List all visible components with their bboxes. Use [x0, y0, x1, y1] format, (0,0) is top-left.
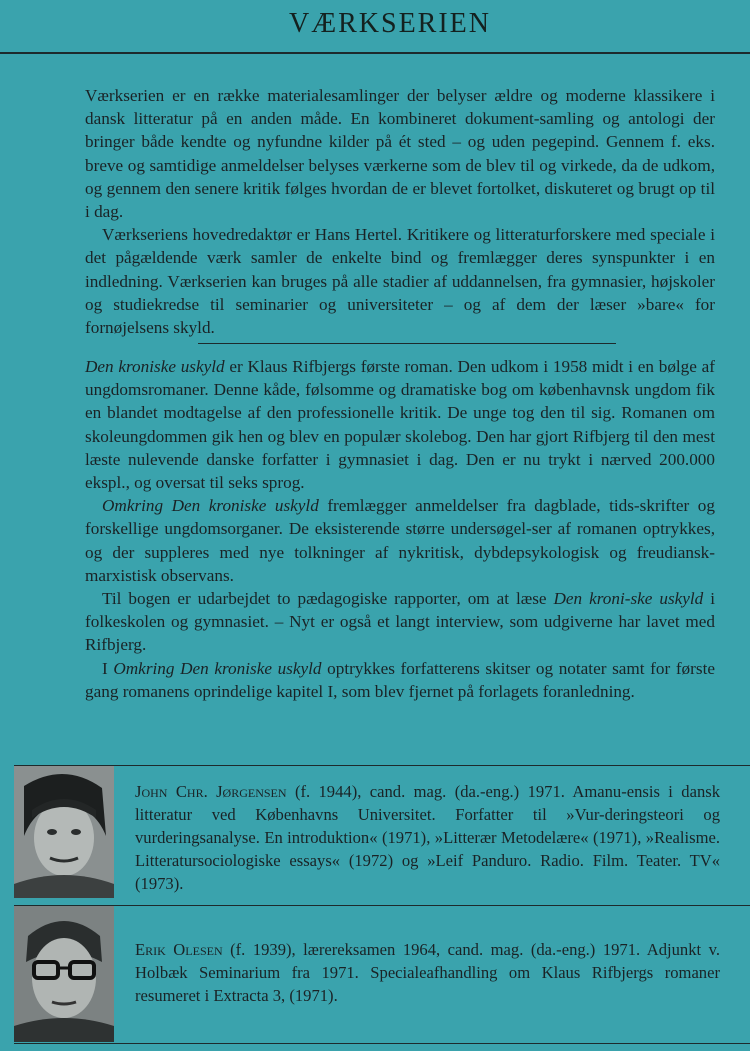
book-title: Den kroniske uskyld — [85, 357, 225, 376]
bio-divider-bottom — [14, 1043, 750, 1044]
book-paragraph-1 — [85, 355, 715, 494]
portrait-1-image — [14, 766, 114, 898]
portrait-2-image — [14, 906, 114, 1042]
book-paragraph-3 — [85, 587, 715, 657]
intro-paragraph-2: Værkseriens hovedredaktør er Hans Hertel. Kritikere og litteraturforskere med speciale i det pågældende værk samler de enkelte bind og fremlægger deres synspunkter i en indledning. Værkserien kan bruges på alle stadier af uddannelsen, fra gymnasier, højskoler og studiekredse til seminarier og universiteter – og af dem der læser »bare« for fornøjelsens skyld. — [85, 225, 715, 338]
author-bio-1-text: (f. 1944), cand. mag. (da.-eng.) 1971. Amanu-ensis i dansk litteratur ved Københavns Universitet. Forfatter til »Vur-deringsteori og vurderingsanalyse. En introduktion« (1971), »Litterær Metodelære« (1971), »Realisme. Litteratursociologiske essays« (1972) og »Leif Panduro. Radio. Film. Teater. TV« (1973). — [135, 782, 720, 893]
book-paragraph-4 — [85, 657, 715, 703]
bio-divider-middle — [14, 905, 750, 906]
author-name-1: John Chr. Jørgensen — [135, 782, 287, 801]
book-paragraph-4-text: optrykkes forfatterens skitser og notater samt for første gang romanens oprindelige kapitel I, som blev fjernet på forlagets foranledning. — [85, 658, 715, 701]
author-name-2: Erik Olesen — [135, 940, 223, 959]
book-title-2: Omkring Den kroniske uskyld — [102, 496, 319, 516]
author-bio-1 — [135, 780, 720, 895]
book-title-4: Omkring Den kroniske uskyld — [113, 658, 322, 678]
intro-section — [85, 84, 715, 339]
author-bio-2-text: (f. 1939), lærereksamen 1964, cand. mag. (da.-eng.) 1971. Adjunkt v. Holbæk Seminarium fra 1971. Specialeafhandling om Klaus Rifbjergs romaner resumeret i Extracta 3, (1971). — [135, 940, 721, 1005]
book-paragraph-3-pre: Til bogen er udarbejdet to pædagogiske rapporter, om at læse — [102, 589, 554, 609]
book-section — [85, 355, 715, 703]
intro-paragraph-1: Værkserien er en række materialesamlinger der belyser ældre og moderne klassikere i dansk litteratur på en anden måde. En kombineret dokument-samling og antologi der bringer både kendte og nyfundne kilder på ét sted – og uden pegepind. Gennem f. eks. breve og samtidige anmeldelser belyses værkerne som de blev til og virkede, da de udkom, og gennem den senere kritik følges hvordan de er blevet fortolket, diskuteret og brugt op til i dag. — [85, 86, 715, 222]
book-paragraph-3-text: i folkeskolen og gymnasiet. – Nyt er også et langt interview, som udgiverne har lavet med Rifbjerg. — [85, 589, 715, 655]
bio-divider-top — [14, 765, 750, 766]
author-photo-2 — [14, 906, 114, 1042]
series-title: VÆRKSERIEN — [288, 8, 491, 39]
author-photo-1 — [14, 766, 114, 898]
book-title-3: Den kroni-ske uskyld — [553, 589, 704, 609]
book-paragraph-2 — [85, 494, 715, 587]
book-paragraph-4-pre: I — [102, 658, 114, 678]
book-paragraph-2-text: fremlægger anmeldelser fra dagblade, tids-skrifter og forskellige ungdomsorganer. De eksisterende større undersøgel-ser af romanen optrykkes, og der suppleres med nye tolkninger af nykritisk, dybdepsykologisk og freudiansk-marxistisk observans. — [85, 496, 715, 585]
book-paragraph-1-text: er Klaus Rifbjergs første roman. Den udkom i 1958 midt i en bølge af ungdomsromaner. Denne kåde, følsomme og dramatiske bog om københavnsk ungdom fik en blandet modtagelse af den professionelle kritik. De unge tog den til sig. Romanen om skoleungdommen gik hen og blev en populær skolebog. Den har gjort Rifbjerg til den mest læste nulevende danske forfatter i gymnasiet i dag. Den er nu trykt i nærved 200.000 ekspl., og oversat til seks sprog. — [85, 357, 715, 493]
section-divider — [198, 343, 616, 344]
author-bio-2 — [135, 938, 720, 1007]
header — [0, 0, 750, 54]
